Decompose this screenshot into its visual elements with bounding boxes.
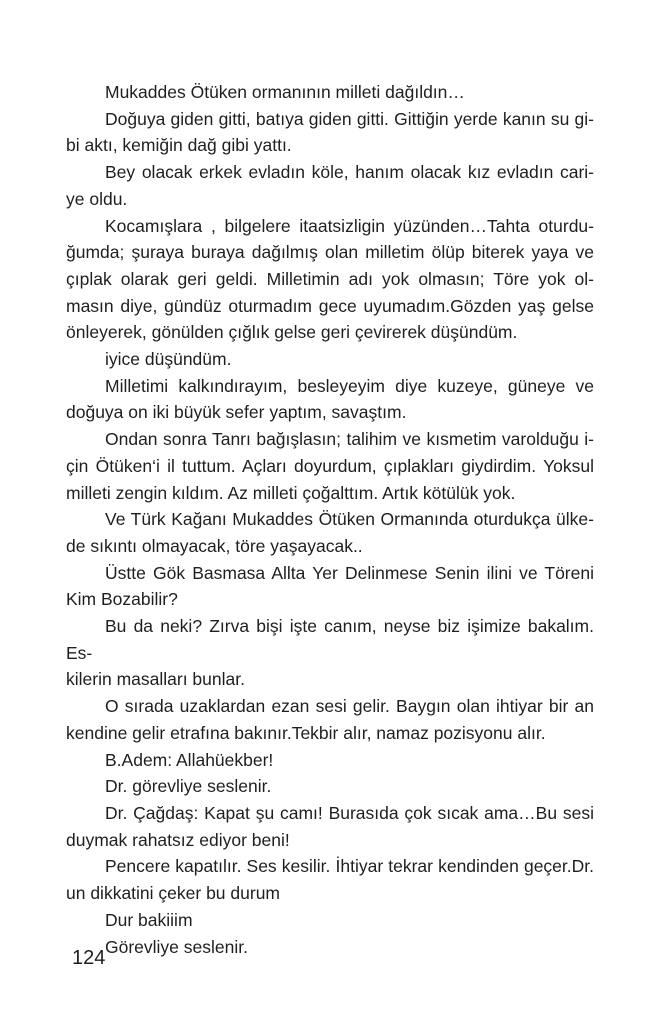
text-line: O sırada uzaklardan ezan sesi gelir. Baygın olan ihtiyar bir an — [105, 696, 594, 717]
text-line: masın diye, gündüz oturmadım gece uyumadım.Gözden yaş gelse — [66, 295, 594, 316]
text-line: iyice düşündüm. — [105, 349, 232, 370]
text-line: kilerin masalları bunlar. — [66, 669, 245, 690]
text-line: milleti zengin kıldım. Az milleti çoğalttım. Artık kötülük yok. — [66, 482, 516, 503]
text-line: doğuya on iki büyük sefer yaptım, savaştım. — [66, 402, 407, 423]
text-line: çıplak olarak geri geldi. Milletimin adı yok olmasın; Töre yok ol- — [66, 268, 594, 289]
page-number: 124 — [72, 947, 106, 969]
text-line: Doğuya giden gitti, batıya giden gitti. Gittiğin yerde kanın su gi- — [105, 108, 594, 129]
text-line: Kim Bozabilir? — [66, 589, 178, 610]
text-line: kendine gelir etrafına bakınır.Tekbir alır, namaz pozisyonu alır. — [66, 722, 546, 743]
text-line: Bey olacak erkek evladın köle, hanım olacak kız evladın cari- — [105, 162, 594, 183]
page-text — [66, 79, 599, 960]
text-line: Dr. görevliye seslenir. — [105, 776, 272, 797]
text-line: Milletimi kalkındırayım, besleyeyim diye kuzeye, güneye ve — [105, 375, 594, 396]
text-line: Mukaddes Ötüken ormanının milleti dağıldın… — [105, 82, 465, 102]
text-line: Bu da neki? Zırva bişi işte canım, neyse biz işimize bakalım. Es- — [66, 616, 599, 663]
text-line: Ondan sonra Tanrı bağışlasın; talihim ve kısmetim varolduğu i- — [105, 429, 594, 450]
text-line: Dur bakiiim — [105, 909, 193, 930]
text-line: duymak rahatsız ediyor beni! — [66, 829, 290, 850]
text-line: un dikkatini çeker bu durum — [66, 883, 280, 904]
text-line: bi aktı, kemiğin dağ gibi yattı. — [66, 135, 292, 156]
text-line: ye oldu. — [66, 188, 128, 209]
text-line: Pencere kapatılır. Ses kesilir. İhtiyar tekrar kendinden geçer.Dr. — [105, 856, 594, 877]
text-line: önleyerek, gönülden çığlık gelse geri çevirerek düşündüm. — [66, 322, 518, 343]
text-line: B.Adem: Allahüekber! — [105, 749, 274, 770]
text-line: Ve Türk Kağanı Mukaddes Ötüken Ormanında oturdukça ülke- — [105, 509, 594, 530]
text-line: Üstte Gök Basmasa Allta Yer Delinmese Senin ilini ve Töreni — [105, 562, 594, 583]
text-line: ğumda; şuraya buraya dağılmış olan milletim ölüp biterek yaya ve — [66, 242, 594, 263]
text-line: çin Ötüken‘i il tuttum. Açları doyurdum, çıplakları giydirdim. Yoksul — [66, 455, 594, 476]
text-line: Kocamışlara , bilgelere itaatsizligin yüzünden…Tahta oturdu- — [105, 215, 594, 236]
text-line: Görevliye seslenir. — [105, 936, 248, 957]
text-line: Dr. Çağdaş: Kapat şu camı! Burasıda çok sıcak ama…Bu sesi — [105, 802, 594, 823]
text-line: de sıkıntı olmayacak, töre yaşayacak.. — [66, 535, 363, 556]
